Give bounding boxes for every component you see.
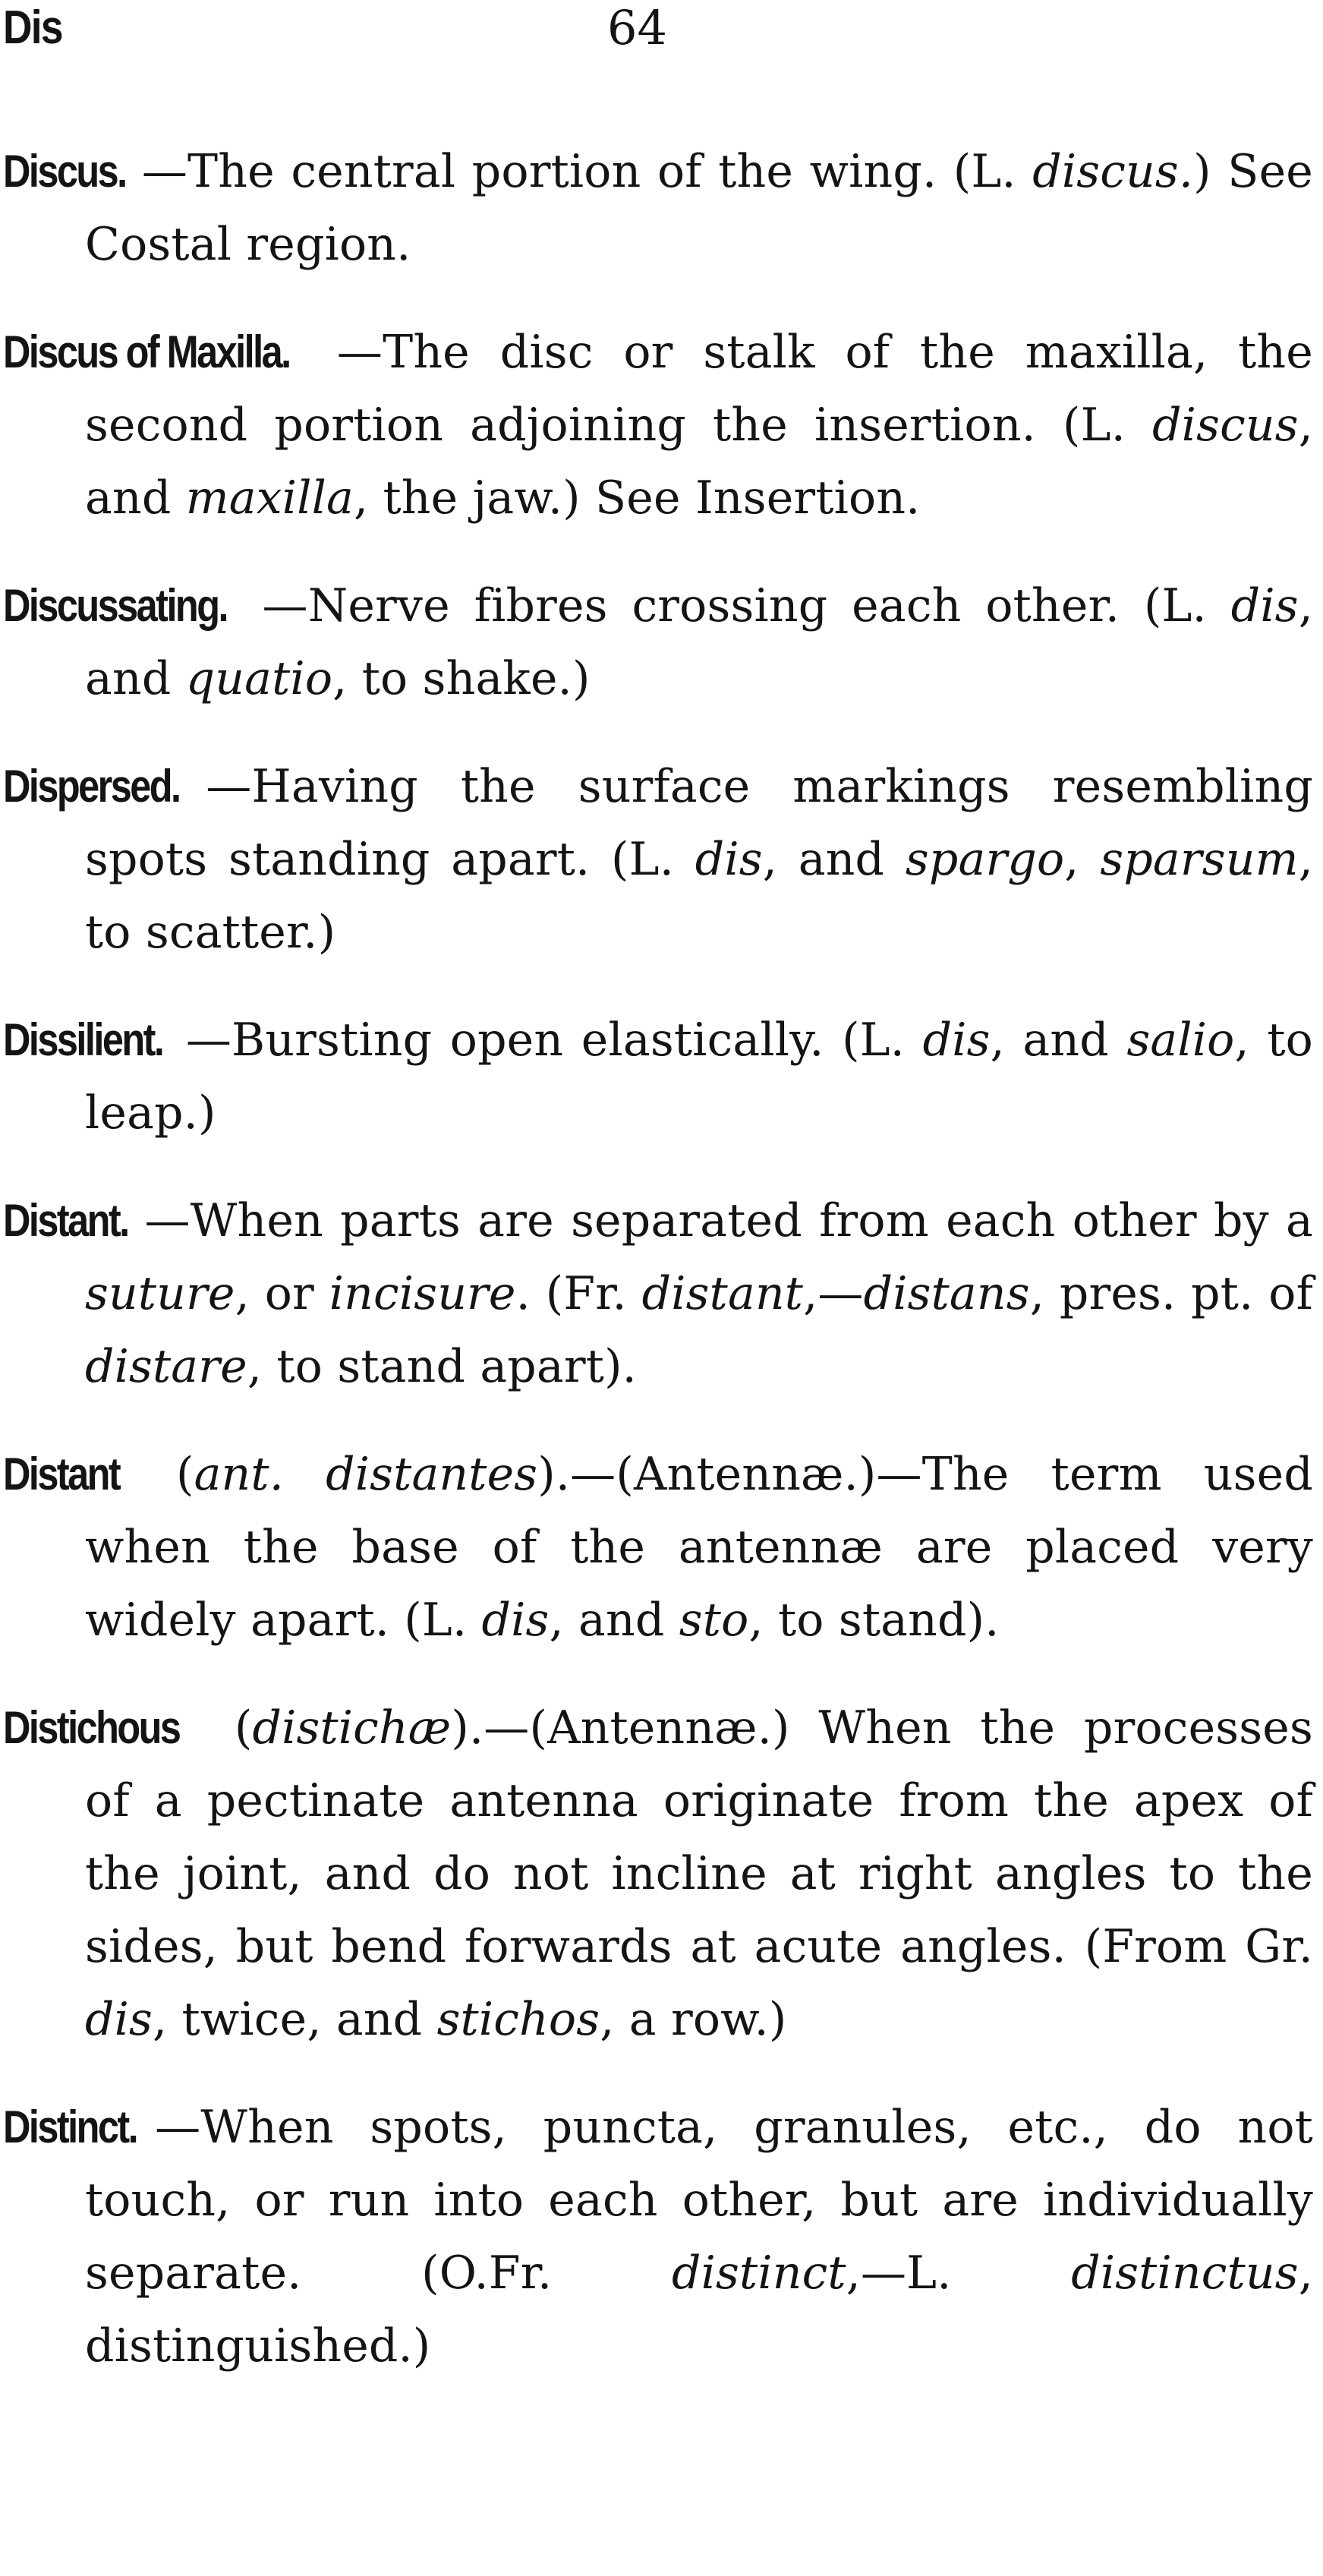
entry-discus (0, 135, 1313, 281)
entry-headword: Dissilient. (3, 1014, 163, 1065)
entry-discus-of-maxilla (0, 316, 1313, 534)
entry-distichous (0, 1692, 1313, 2056)
entry-qualifier-close: ). (537, 1448, 571, 1501)
entry-headword: Distinct. (3, 2101, 137, 2152)
entry-definition: —Having the surface markings resembling spots standing apart. (L. dis, and spargo, sparsum, to scatter.) (85, 760, 1313, 959)
entry-distant (0, 1184, 1313, 1403)
entry-definition: —Bursting open elastically. (L. dis, and salio, to leap.) (85, 1014, 1313, 1140)
entry-dissilient (0, 1004, 1313, 1149)
entry-qualifier-open: ( (134, 1448, 194, 1501)
entry-distant-antennae (0, 1438, 1313, 1657)
entry-headword: Discus. (3, 146, 126, 197)
entry-definition: —(Antennæ.)—The term used when the base of the antennæ are placed very widely apart. (L. dis, and sto, to stand). (85, 1448, 1313, 1647)
entry-qualifier-close: ). (451, 1701, 484, 1755)
entry-definition: —The disc or stalk of the maxilla, the second portion adjoining the insertion. (L. discus, and maxilla, the jaw.) See Insertion. (85, 326, 1313, 525)
entry-definition: —When spots, puncta, granules, etc., do not touch, or run into each other, but are individually separate. (O.Fr. distinct,—L. distinctus, distinguished.) (85, 2101, 1313, 2373)
entry-distinct (0, 2091, 1313, 2382)
running-head (0, 0, 1323, 68)
entry-headword: Distichous (3, 1702, 180, 1753)
entry-definition: —(Antennæ.) When the processes of a pectinate antenna originate from the apex of the joint, and do not incline at right angles to the sides, but bend forwards at acute angles. (From Gr. dis, twice, and stichos, a row.) (85, 1701, 1313, 2046)
entry-qualifier: distichæ (252, 1701, 452, 1755)
page-number: 64 (607, 0, 667, 55)
entry-discussating (0, 569, 1313, 715)
entry-qualifier-open: ( (206, 1701, 253, 1755)
guide-word: Dis (3, 2, 62, 54)
entry-headword: Discussating. (3, 580, 227, 631)
entry-headword: Dispersed. (3, 761, 180, 812)
entry-list (0, 135, 1313, 2417)
entry-qualifier: ant. distantes (194, 1448, 538, 1501)
entry-definition: —When parts are separated from each other by a suture, or incisure. (Fr. distant,—distans, pres. pt. of distare, to stand apart). (85, 1194, 1313, 1393)
entry-headword: Discus of Maxilla. (3, 326, 290, 377)
entry-definition: —Nerve fibres crossing each other. (L. dis, and quatio, to shake.) (85, 579, 1313, 705)
entry-headword: Distant (3, 1449, 120, 1499)
entry-dispersed (0, 750, 1313, 969)
entry-headword: Distant. (3, 1195, 128, 1246)
entry-definition: —The central portion of the wing. (L. discus.) See Costal region. (85, 145, 1313, 271)
